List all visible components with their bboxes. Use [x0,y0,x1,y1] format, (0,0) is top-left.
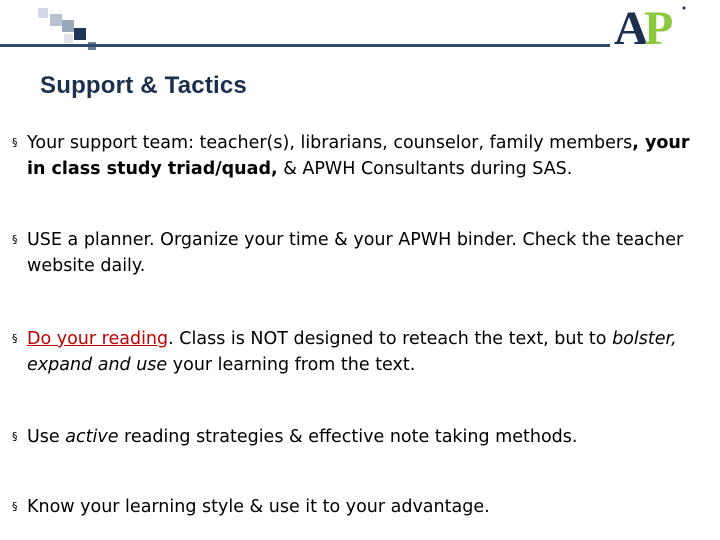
bullet-text-italic: active [65,427,119,447]
bullet-marker: § [12,430,18,443]
bullet-text: . Class is NOT designed to reteach the text, but to [168,329,613,349]
ap-letter-a: A [614,2,649,48]
bullet-item-active-reading [10,424,710,450]
decorative-squares [0,0,100,60]
bullet-marker: § [12,332,18,345]
bullet-item-reading [10,326,710,378]
bullet-marker: § [12,136,18,149]
bullet-marker: § [12,233,18,246]
header-rule [0,44,610,47]
bullet-text: & APWH Consultants during SAS. [277,159,573,179]
bullet-marker: § [12,500,18,513]
bullet-item-support-team [10,130,710,182]
bullet-text: Use [27,427,66,447]
bullet-text: your learning from the text. [167,355,416,375]
bullet-text-bold: , your in class study triad/quad, [27,133,690,179]
ap-letter-p: P [644,2,674,48]
bullet-text: Your support team: teacher(s), librarians, counselor, family members [27,133,633,153]
bullet-item-learning-style [10,494,710,520]
bullet-text: Know your learning style & use it to your advantage. [27,497,490,517]
bullet-text-italic: bolster, expand and use [27,329,677,375]
ap-logo [612,0,692,48]
bullet-text: USE a planner. Organize your time & your APWH binder. Check the teacher website daily. [27,230,684,276]
bullet-item-planner [10,227,710,279]
bullet-text: reading strategies & effective note taking methods. [118,427,578,447]
do-your-reading-text: Do your reading [27,329,169,349]
slide-title: Support & Tactics [40,72,247,99]
